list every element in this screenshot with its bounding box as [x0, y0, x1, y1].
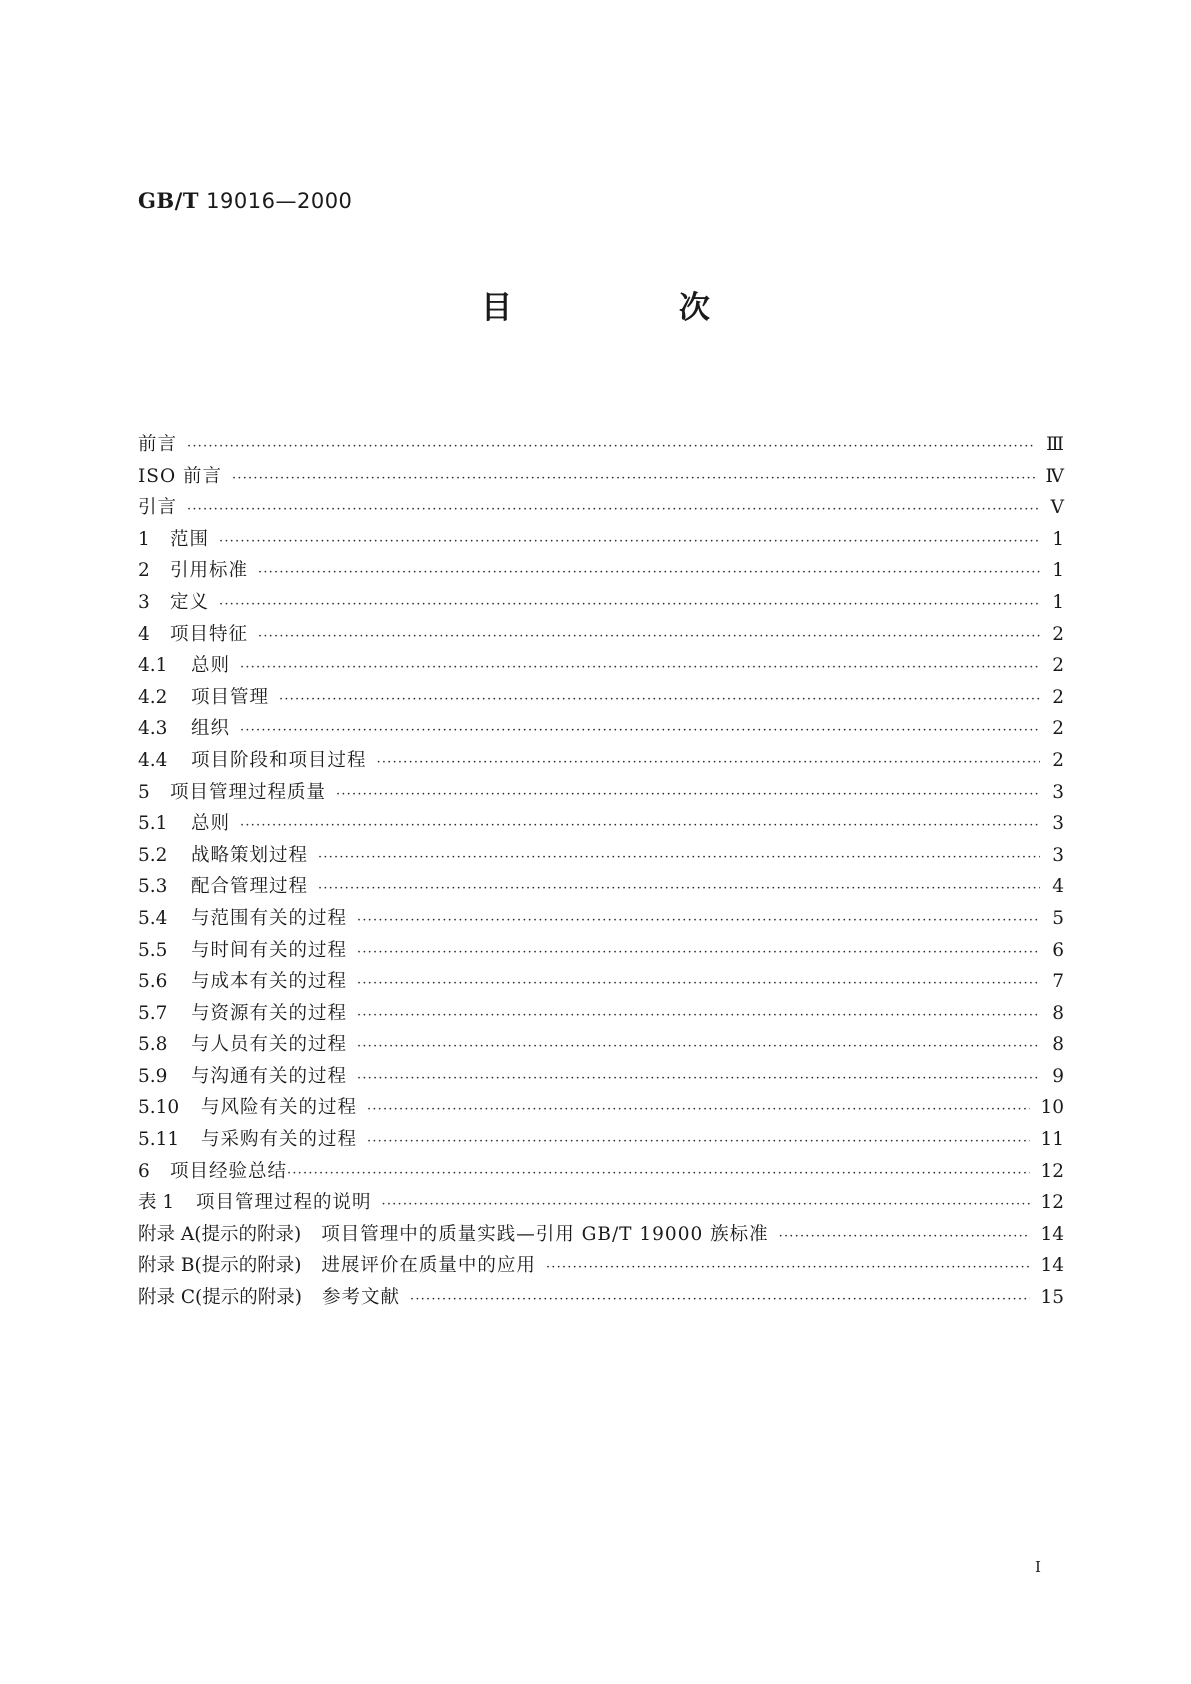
- toc-entry-5-4[interactable]: [138, 904, 1064, 936]
- toc-entry-6[interactable]: [138, 1157, 1064, 1189]
- toc-entry-5-1[interactable]: [138, 809, 1064, 841]
- toc-leader-dots: [367, 1102, 1030, 1117]
- toc-leader-dots: [318, 850, 1040, 865]
- toc-entry-number: 4.4: [138, 749, 168, 771]
- toc-entry-page: 9: [1052, 1065, 1064, 1087]
- toc-entry-label: 组织: [191, 718, 231, 740]
- toc-entry-page: Ⅴ: [1050, 497, 1064, 519]
- toc-entry-page: 8: [1052, 1034, 1064, 1056]
- toc-entry-number: 5.11: [138, 1129, 180, 1151]
- toc-entry-label: 配合管理过程: [191, 876, 309, 898]
- toc-entry-4-1[interactable]: [138, 651, 1064, 683]
- toc-leader-dots: [232, 471, 1035, 486]
- toc-leader-dots: [779, 1229, 1031, 1244]
- toc-entry-page: 4: [1052, 876, 1064, 898]
- page-number: Ⅰ: [1035, 1558, 1041, 1576]
- toc-entry-5-8[interactable]: [138, 1030, 1064, 1062]
- toc-entry-label: 参考文献: [321, 1287, 400, 1309]
- toc-entry-label: 与沟通有关的过程: [191, 1065, 348, 1087]
- toc-entry-label: 进展评价在质量中的应用: [321, 1255, 536, 1277]
- toc-entry-page: 3: [1052, 813, 1064, 835]
- toc-entry-label: 与风险有关的过程: [201, 1097, 358, 1119]
- toc-entry-number: 5.1: [138, 813, 168, 835]
- toc-leader-dots: [367, 1134, 1030, 1149]
- toc-entry-number: 6: [138, 1160, 150, 1182]
- toc-leader-dots: [240, 660, 1040, 675]
- toc-entry-number: 5.9: [138, 1065, 168, 1087]
- toc-entry-page: 7: [1052, 971, 1064, 993]
- toc-entry-preface[interactable]: [138, 430, 1064, 462]
- toc-entry-5-9[interactable]: [138, 1062, 1064, 1094]
- toc-leader-dots: [357, 1071, 1040, 1086]
- toc-leader-dots: [336, 787, 1040, 802]
- toc-entry-page: Ⅳ: [1045, 465, 1064, 487]
- toc-entry-2[interactable]: [138, 556, 1064, 588]
- toc-entry-label: 与成本有关的过程: [191, 971, 348, 993]
- toc-entry-label: 与人员有关的过程: [191, 1034, 348, 1056]
- toc-entry-4[interactable]: [138, 620, 1064, 652]
- toc-entry-label: ISO 前言: [138, 465, 223, 487]
- toc-entry-label: 项目特征: [170, 623, 249, 645]
- page-title: 目 次: [481, 290, 788, 326]
- toc-leader-dots: [219, 534, 1040, 549]
- toc-entry-page: 6: [1052, 939, 1064, 961]
- toc-entry-label: 总则: [191, 655, 231, 677]
- toc-entry-5-3[interactable]: [138, 872, 1064, 904]
- toc-leader-dots: [258, 629, 1040, 644]
- toc-entry-page: 2: [1052, 623, 1064, 645]
- toc-entry-label: 总则: [191, 813, 231, 835]
- toc-entry-number: 5: [138, 781, 150, 803]
- toc-entry-label: 范围: [170, 528, 210, 550]
- toc-entry-number: 5.10: [138, 1097, 180, 1119]
- toc-entry-page: 3: [1052, 781, 1064, 803]
- standard-number: [138, 188, 352, 213]
- toc-entry-appendix-b[interactable]: [138, 1251, 1064, 1283]
- toc-leader-dots: [240, 723, 1040, 738]
- toc-entry-page: 11: [1040, 1129, 1064, 1151]
- toc-leader-dots: [357, 913, 1040, 928]
- toc-entry-number: 4.1: [138, 655, 168, 677]
- toc-entry-appendix-a[interactable]: [138, 1220, 1064, 1252]
- toc-entry-page: 5: [1052, 907, 1064, 929]
- toc-entry-page: 2: [1052, 655, 1064, 677]
- toc-leader-dots: [357, 945, 1040, 960]
- toc-entry-iso-preface[interactable]: [138, 462, 1064, 494]
- toc-entry-4-4[interactable]: [138, 746, 1064, 778]
- toc-leader-dots: [377, 755, 1040, 770]
- toc-entry-5-7[interactable]: [138, 999, 1064, 1031]
- toc-entry-introduction[interactable]: [138, 493, 1064, 525]
- toc-entry-number: 5.7: [138, 1002, 168, 1024]
- toc-entry-number: 4.2: [138, 686, 168, 708]
- toc-entry-5-5[interactable]: [138, 936, 1064, 968]
- toc-entry-page: 1: [1052, 528, 1064, 550]
- toc-entry-5[interactable]: [138, 778, 1064, 810]
- standard-prefix: GB/T: [138, 188, 199, 213]
- toc-entry-page: 8: [1052, 1002, 1064, 1024]
- toc-leader-dots: [287, 1166, 1030, 1181]
- toc-entry-5-10[interactable]: [138, 1093, 1064, 1125]
- toc-entry-number: 5.4: [138, 907, 168, 929]
- standard-code: 19016—2000: [206, 189, 353, 213]
- toc-entry-label: 引用标准: [170, 560, 249, 582]
- toc-entry-number: 附录 A(提示的附录): [138, 1223, 302, 1245]
- toc-entry-label: 项目阶段和项目过程: [191, 749, 367, 771]
- toc-entry-number: 1: [138, 528, 150, 550]
- toc-entry-label: 项目管理过程质量: [170, 781, 327, 803]
- toc-entry-appendix-c[interactable]: [138, 1283, 1064, 1315]
- toc-entry-number: 附录 B(提示的附录): [138, 1255, 302, 1277]
- toc-entry-number: 3: [138, 591, 150, 613]
- toc-entry-label: 项目管理: [191, 686, 270, 708]
- toc-entry-label: 与范围有关的过程: [191, 907, 348, 929]
- toc-leader-dots: [410, 1292, 1030, 1307]
- toc-entry-label: 与采购有关的过程: [201, 1129, 358, 1151]
- toc-entry-5-6[interactable]: [138, 967, 1064, 999]
- toc-leader-dots: [187, 439, 1036, 454]
- toc-entry-page: 2: [1052, 718, 1064, 740]
- toc-entry-number: 5.6: [138, 971, 168, 993]
- toc-leader-dots: [357, 1008, 1040, 1023]
- table-of-contents: [138, 430, 1064, 1315]
- toc-entry-label: 与资源有关的过程: [191, 1002, 348, 1024]
- toc-entry-page: 14: [1040, 1223, 1064, 1245]
- toc-entry-page: 10: [1040, 1097, 1064, 1119]
- toc-entry-5-2[interactable]: [138, 841, 1064, 873]
- toc-leader-dots: [219, 597, 1040, 612]
- toc-entry-number: 4.3: [138, 718, 168, 740]
- toc-entry-page: 14: [1040, 1255, 1064, 1277]
- toc-entry-label: 战略策划过程: [191, 844, 309, 866]
- toc-entry-page: 1: [1052, 591, 1064, 613]
- toc-entry-3[interactable]: [138, 588, 1064, 620]
- toc-entry-label: 与时间有关的过程: [191, 939, 348, 961]
- toc-entry-1[interactable]: [138, 525, 1064, 557]
- toc-entry-page: 15: [1040, 1287, 1064, 1309]
- toc-entry-number: 5.3: [138, 876, 168, 898]
- toc-entry-label: 前言: [138, 434, 178, 455]
- toc-leader-dots: [357, 1039, 1040, 1054]
- toc-entry-number: 5.8: [138, 1034, 168, 1056]
- toc-entry-label: 项目管理中的质量实践—引用 GB/T 19000 族标准: [321, 1223, 769, 1245]
- toc-leader-dots: [187, 502, 1040, 517]
- toc-leader-dots: [318, 881, 1040, 896]
- toc-entry-4-3[interactable]: [138, 714, 1064, 746]
- toc-leader-dots: [240, 818, 1040, 833]
- toc-entry-label: 引言: [138, 497, 178, 519]
- toc-entry-page: Ⅲ: [1046, 434, 1064, 455]
- toc-entry-page: 12: [1040, 1160, 1064, 1182]
- toc-entry-page: 3: [1052, 844, 1064, 866]
- toc-leader-dots: [546, 1260, 1031, 1275]
- toc-entry-number: 附录 C(提示的附录): [138, 1287, 302, 1309]
- toc-entry-5-11[interactable]: [138, 1125, 1064, 1157]
- toc-entry-4-2[interactable]: [138, 683, 1064, 715]
- toc-entry-label: 项目经验总结: [170, 1160, 288, 1182]
- toc-entry-number: 5.5: [138, 939, 168, 961]
- toc-entry-label: 定义: [170, 591, 210, 613]
- toc-entry-number: 2: [138, 560, 150, 582]
- toc-leader-dots: [357, 976, 1040, 991]
- toc-leader-dots: [279, 692, 1040, 707]
- toc-entry-number: 5.2: [138, 844, 168, 866]
- toc-leader-dots: [258, 565, 1040, 580]
- toc-entry-page: 12: [1040, 1192, 1064, 1214]
- toc-entry-number: 表 1: [138, 1192, 175, 1214]
- toc-entry-table-1[interactable]: [138, 1188, 1064, 1220]
- toc-entry-number: 4: [138, 623, 150, 645]
- toc-entry-page: 2: [1052, 686, 1064, 708]
- toc-entry-page: 2: [1052, 749, 1064, 771]
- toc-leader-dots: [382, 1197, 1031, 1212]
- toc-entry-label: 项目管理过程的说明: [196, 1192, 372, 1214]
- toc-entry-page: 1: [1052, 560, 1064, 582]
